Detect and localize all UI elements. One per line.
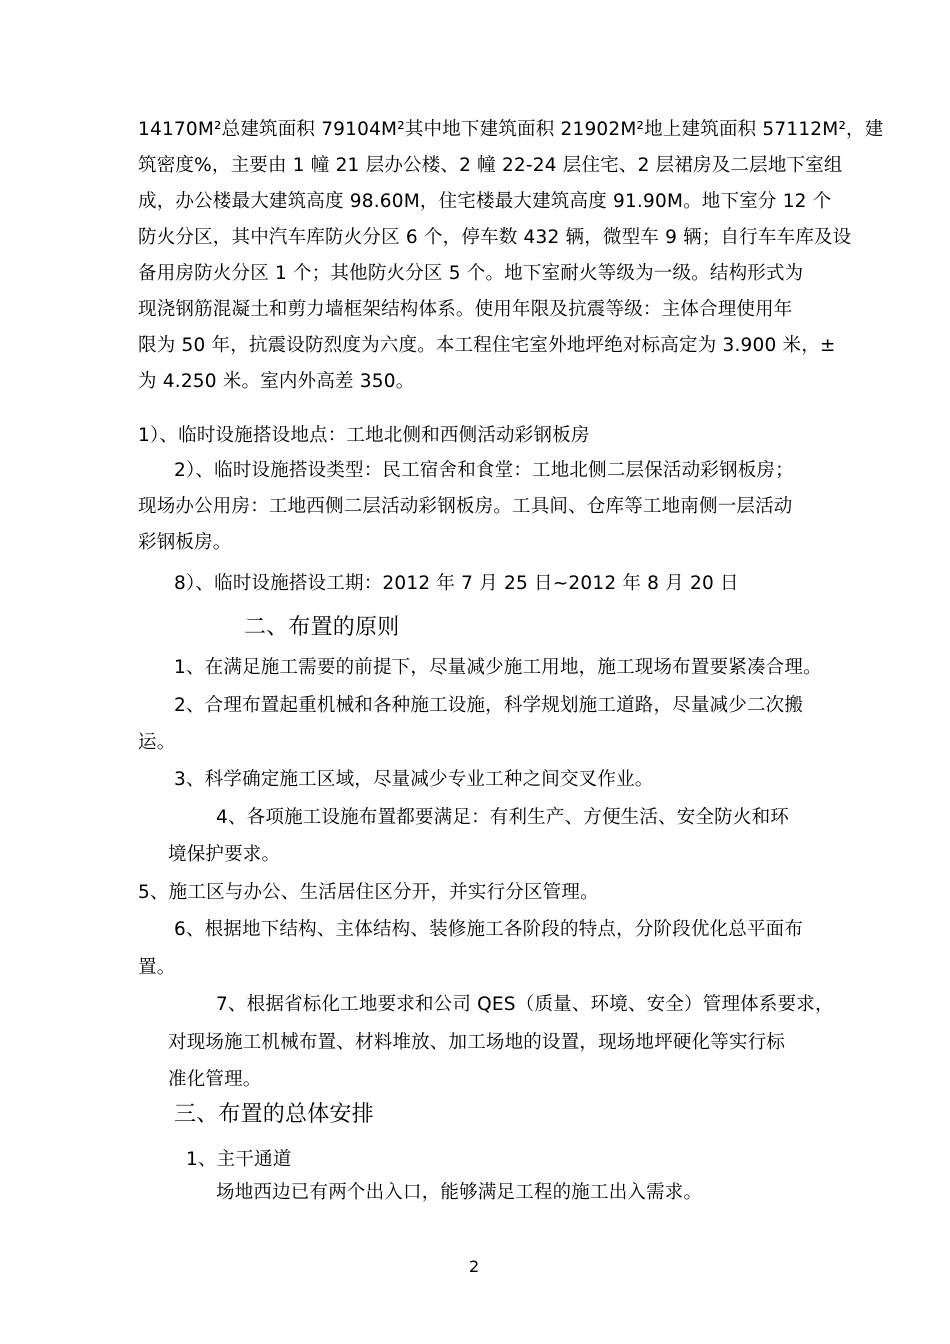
sub-heading-main-road: 1、主干通道 [186, 1149, 292, 1170]
body-line-7: 限为 50 年，抗震设防烈度为六度。本工程住宅室外地坪绝对标高定为 3.900 米，± [138, 335, 836, 356]
body-line-2: 筑密度%，主要由 1 幢 21 层办公楼、2 幢 22-24 层住宅、2 层裙房及二层地下室组 [138, 155, 843, 176]
principle-7-cont-1: 对现场施工机械布置、材料堆放、加工场地的设置，现场地坪硬化等实行标 [168, 1032, 786, 1053]
page-number: 2 [469, 1257, 480, 1276]
section-heading-overall-arrangement: 三、布置的总体安排 [174, 1102, 374, 1127]
principle-4: 4、各项施工设施布置都要满足：有利生产、方便生活、安全防火和环 [216, 807, 789, 828]
temp-facility-period: 8）、临时设施搭设工期：2012 年 7 月 25 日~2012 年 8 月 20 日 [174, 573, 739, 594]
temp-facility-type: 2）、临时设施搭设类型：民工宿舍和食堂：工地北侧二层保活动彩钢板房； [174, 460, 794, 481]
temp-facility-type-cont-1: 现场办公用房：工地西侧二层活动彩钢板房。工具间、仓库等工地南侧一层活动 [138, 496, 793, 517]
principle-7: 7、根据省标化工地要求和公司 QES（质量、环境、安全）管理体系要求， [216, 994, 834, 1015]
body-line-4: 防火分区，其中汽车库防火分区 6 个，停车数 432 辆，微型车 9 辆；自行车车库及设 [138, 227, 852, 248]
principle-3: 3、科学确定施工区域，尽量减少专业工种之间交叉作业。 [174, 769, 654, 790]
principle-6: 6、根据地下结构、主体结构、装修施工各阶段的特点，分阶段优化总平面布 [174, 919, 804, 940]
body-line-5: 备用房防火分区 1 个；其他防火分区 5 个。地下室耐火等级为一级。结构形式为 [138, 263, 804, 284]
body-line-1: 14170M²总建筑面积 79104M²其中地下建筑面积 21902M²地上建筑面积 57112M²，建 [138, 119, 884, 140]
temp-facility-location: 1）、临时设施搭设地点：工地北侧和西侧活动彩钢板房 [138, 425, 590, 446]
body-line-8: 为 4.250 米。室内外高差 350。 [138, 371, 415, 392]
body-line-3: 成，办公楼最大建筑高度 98.60M，住宅楼最大建筑高度 91.90M。地下室分 12 个 [138, 191, 832, 212]
principle-2-cont: 运。 [138, 732, 176, 753]
principle-4-cont: 境保护要求。 [168, 844, 281, 865]
principle-2: 2、合理布置起重机械和各种施工设施，科学规划施工道路，尽量减少二次搬 [174, 695, 804, 716]
section-heading-principles: 二、布置的原则 [244, 615, 400, 640]
principle-1: 1、在满足施工需要的前提下，尽量减少施工用地，施工现场布置要紧凑合理。 [174, 657, 822, 678]
main-road-text: 场地西边已有两个出入口，能够满足工程的施工出入需求。 [216, 1182, 703, 1203]
temp-facility-type-cont-2: 彩钢板房。 [138, 532, 232, 553]
body-line-6: 现浇钢筋混凝土和剪力墙框架结构体系。使用年限及抗震等级：主体合理使用年 [138, 299, 793, 320]
principle-5: 5、施工区与办公、生活居住区分开，并实行分区管理。 [138, 882, 599, 903]
principle-6-cont: 置。 [138, 957, 176, 978]
principle-7-cont-2: 准化管理。 [168, 1069, 262, 1090]
